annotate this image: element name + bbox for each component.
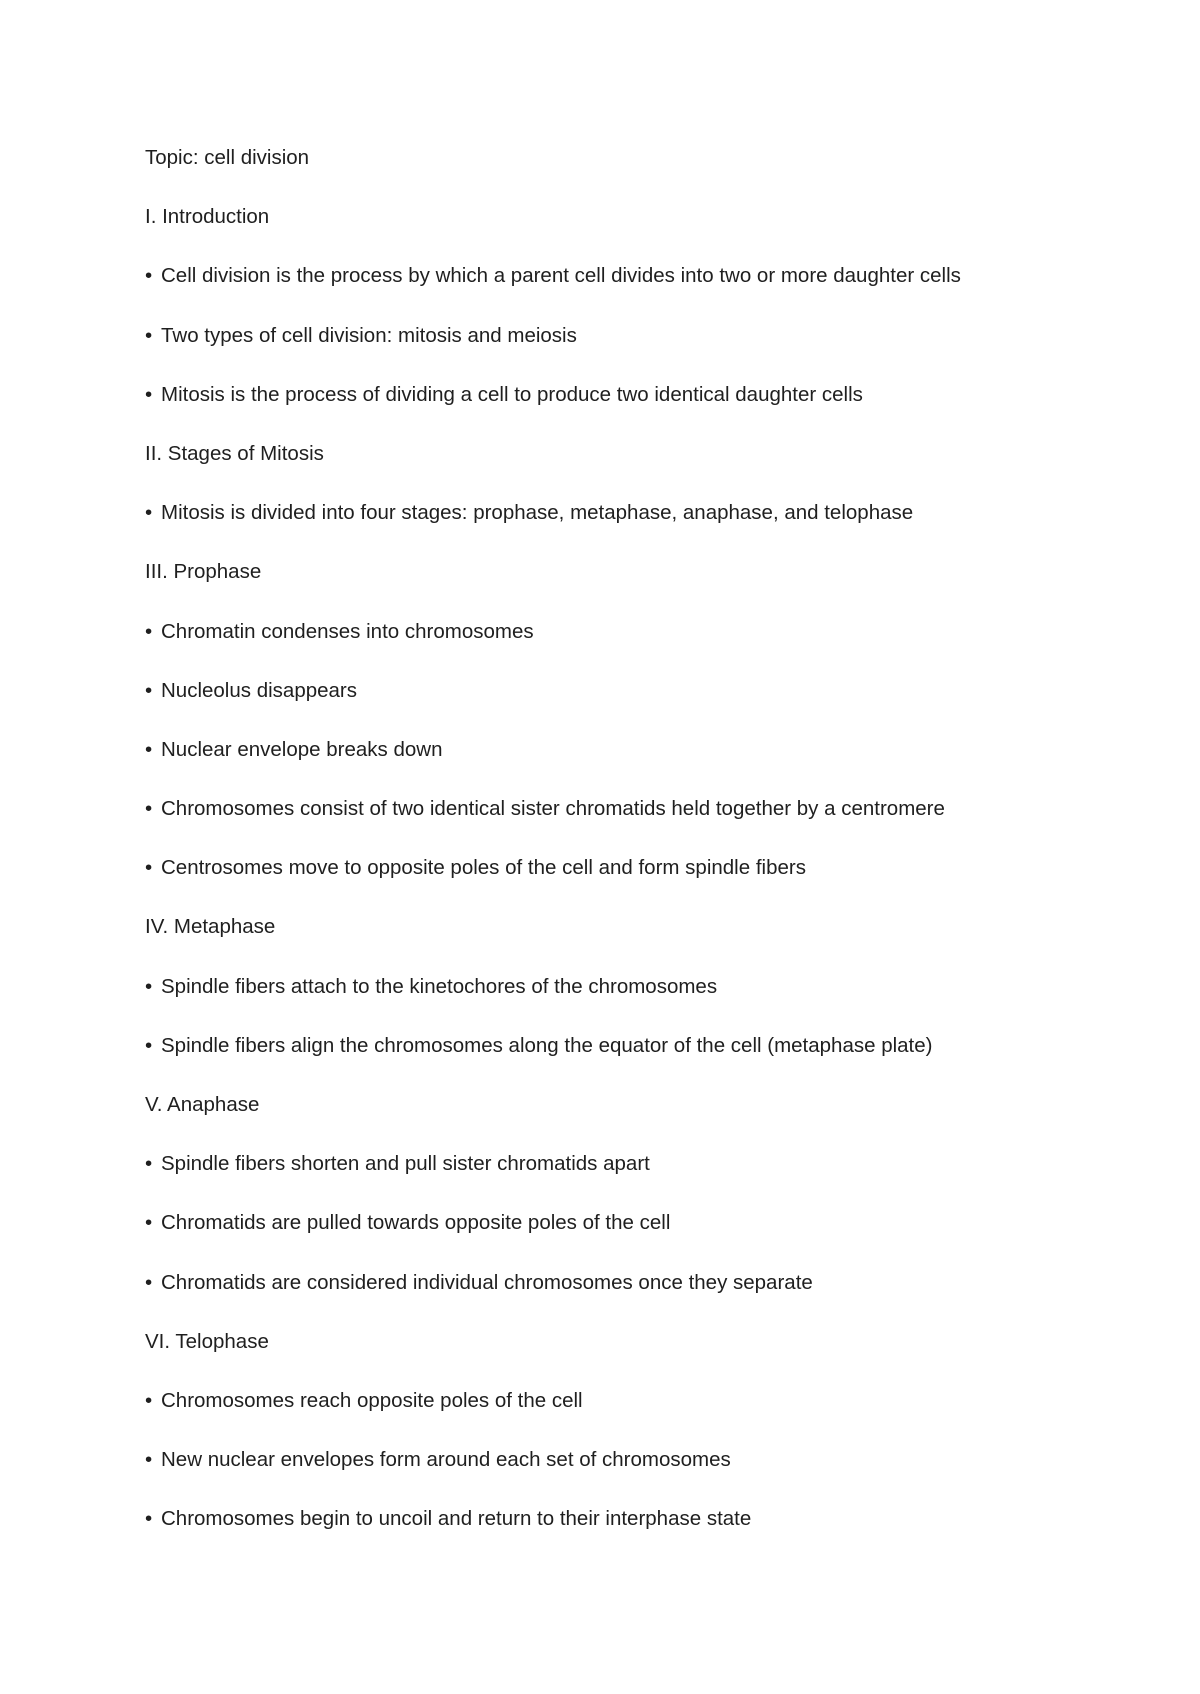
list-item-text: Nuclear envelope breaks down <box>161 737 443 761</box>
document-body <box>145 144 1145 1565</box>
section-heading-anaphase: V. Anaphase <box>145 1093 260 1116</box>
list-item <box>145 1269 1145 1328</box>
list-item <box>145 381 1145 440</box>
bullet-icon: • <box>145 501 153 525</box>
list-item <box>145 1505 1145 1564</box>
section-heading-stages-of-mitosis: II. Stages of Mitosis <box>145 441 324 465</box>
list-item <box>145 677 1145 736</box>
list-item-text: Chromosomes reach opposite poles of the cell <box>161 1388 583 1412</box>
list-item <box>145 736 1145 795</box>
bullet-icon: • <box>145 974 153 998</box>
bullet-icon: • <box>145 1033 153 1057</box>
list-item-text: New nuclear envelopes form around each set of chromosomes <box>161 1448 731 1472</box>
section-heading-metaphase: IV. Metaphase <box>145 915 276 939</box>
bullet-icon: • <box>145 1211 153 1235</box>
bullet-icon: • <box>145 1388 153 1412</box>
bullet-icon: • <box>145 1507 153 1531</box>
bullet-icon: • <box>145 264 153 288</box>
list-item-text: Centrosomes move to opposite poles of the cell and form spindle fibers <box>161 856 806 880</box>
list-item-text: Mitosis is divided into four stages: prophase, metaphase, anaphase, and telophase <box>161 501 914 525</box>
bullet-icon: • <box>145 737 153 761</box>
list-item <box>145 1209 1145 1268</box>
list-item-text: Chromosomes begin to uncoil and return to their interphase state <box>161 1507 752 1531</box>
bullet-icon: • <box>145 678 153 702</box>
list-item-text: Nucleolus disappears <box>161 678 358 702</box>
list-item-text: Chromosomes consist of two identical sister chromatids held together by a centromere <box>161 797 945 821</box>
list-item-text: Chromatids are considered individual chromosomes once they separate <box>161 1270 813 1294</box>
list-item <box>145 1446 1145 1505</box>
document-topic: Topic: cell division <box>145 146 310 169</box>
list-item <box>145 1387 1145 1446</box>
bullet-icon: • <box>145 323 153 347</box>
bullet-icon: • <box>145 797 153 821</box>
list-item-text: Spindle fibers attach to the kinetochores of the chromosomes <box>161 974 718 998</box>
list-item <box>145 1150 1145 1209</box>
list-item-text: Mitosis is the process of dividing a cell to produce two identical daughter cells <box>161 382 863 406</box>
list-item <box>145 1032 1145 1091</box>
bullet-icon: • <box>145 382 153 406</box>
bullet-icon: • <box>145 619 153 643</box>
list-item-text: Spindle fibers shorten and pull sister chromatids apart <box>161 1152 650 1176</box>
section-heading-introduction: I. Introduction <box>145 205 270 229</box>
list-item <box>145 499 1145 558</box>
list-item <box>145 795 1145 854</box>
list-item <box>145 973 1145 1032</box>
bullet-icon: • <box>145 1270 153 1294</box>
section-heading-telophase: VI. Telophase <box>145 1329 269 1353</box>
list-item-text: Cell division is the process by which a parent cell divides into two or more daughter cells <box>161 264 961 288</box>
list-item-text: Spindle fibers align the chromosomes along the equator of the cell (metaphase plate) <box>161 1033 933 1057</box>
list-item-text: Chromatin condenses into chromosomes <box>161 619 534 643</box>
bullet-icon: • <box>145 856 153 880</box>
bullet-icon: • <box>145 1448 153 1472</box>
list-item-text: Chromatids are pulled towards opposite poles of the cell <box>161 1211 671 1235</box>
list-item <box>145 618 1145 677</box>
list-item <box>145 854 1145 913</box>
list-item-text: Two types of cell division: mitosis and meiosis <box>161 323 577 347</box>
list-item <box>145 262 1145 321</box>
section-heading-prophase: III. Prophase <box>145 560 262 584</box>
bullet-icon: • <box>145 1152 153 1176</box>
list-item <box>145 322 1145 381</box>
